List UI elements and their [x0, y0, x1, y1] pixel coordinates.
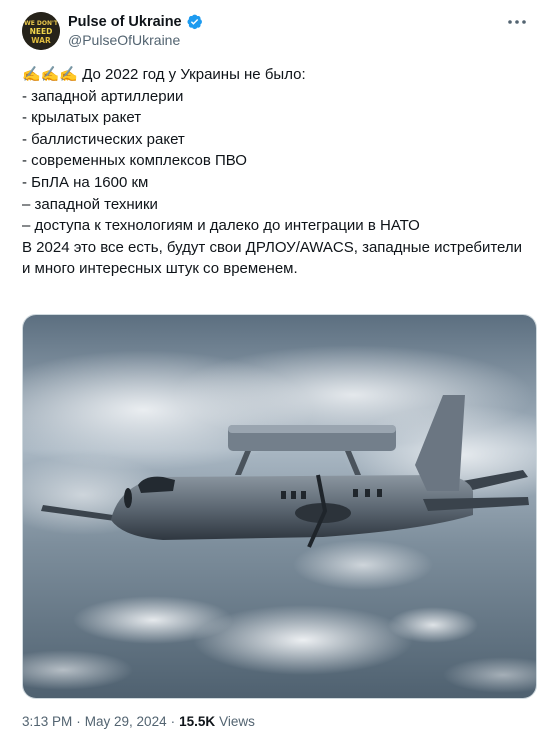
tweet-line: - крылатых ракет	[22, 109, 142, 127]
tweet-line: - баллистических ракет	[22, 130, 185, 148]
tweet-line: – доступа к технологиям и далеко до интеграции в НАТО	[22, 217, 420, 235]
views-count: 15.5K	[179, 714, 216, 729]
views-label: Views	[219, 714, 255, 729]
tweet-header	[22, 12, 529, 52]
author-name[interactable]: Pulse of Ukraine	[68, 13, 182, 30]
svg-text:WE DON'T: WE DON'T	[24, 20, 58, 27]
svg-text:WAR: WAR	[31, 36, 51, 45]
separator: ·	[170, 714, 176, 729]
avatar-logo	[22, 12, 60, 50]
verified-badge-icon	[186, 13, 203, 30]
aircraft-photo	[23, 315, 536, 698]
user-info	[68, 13, 203, 48]
avatar[interactable]	[22, 12, 60, 50]
tweet-photo[interactable]	[22, 314, 537, 699]
tweet-line: - современных комплексов ПВО	[22, 152, 247, 170]
author-handle[interactable]: @PulseOfUkraine	[68, 32, 181, 48]
svg-text:NEED: NEED	[29, 27, 53, 36]
separator: ·	[76, 714, 81, 729]
tweet-line: - западной артиллерии	[22, 87, 184, 105]
tweet-date[interactable]: May 29, 2024	[84, 714, 167, 729]
tweet-line: - БпЛА на 1600 км	[22, 173, 149, 191]
tweet-line: ✍️✍️✍️ До 2022 год у Украины не было:	[22, 66, 306, 83]
more-options-icon[interactable]	[507, 16, 527, 28]
tweet-time[interactable]: 3:13 PM	[22, 714, 73, 729]
tweet-line: В 2024 это все есть, будут свои ДРЛОУ/AWACS, западные истребители	[22, 238, 523, 256]
tweet-line: и много интересных штук со временем.	[22, 260, 298, 278]
tweet-line: – западной техники	[22, 195, 158, 213]
tweet-meta	[22, 714, 255, 729]
tweet-text	[22, 64, 532, 280]
